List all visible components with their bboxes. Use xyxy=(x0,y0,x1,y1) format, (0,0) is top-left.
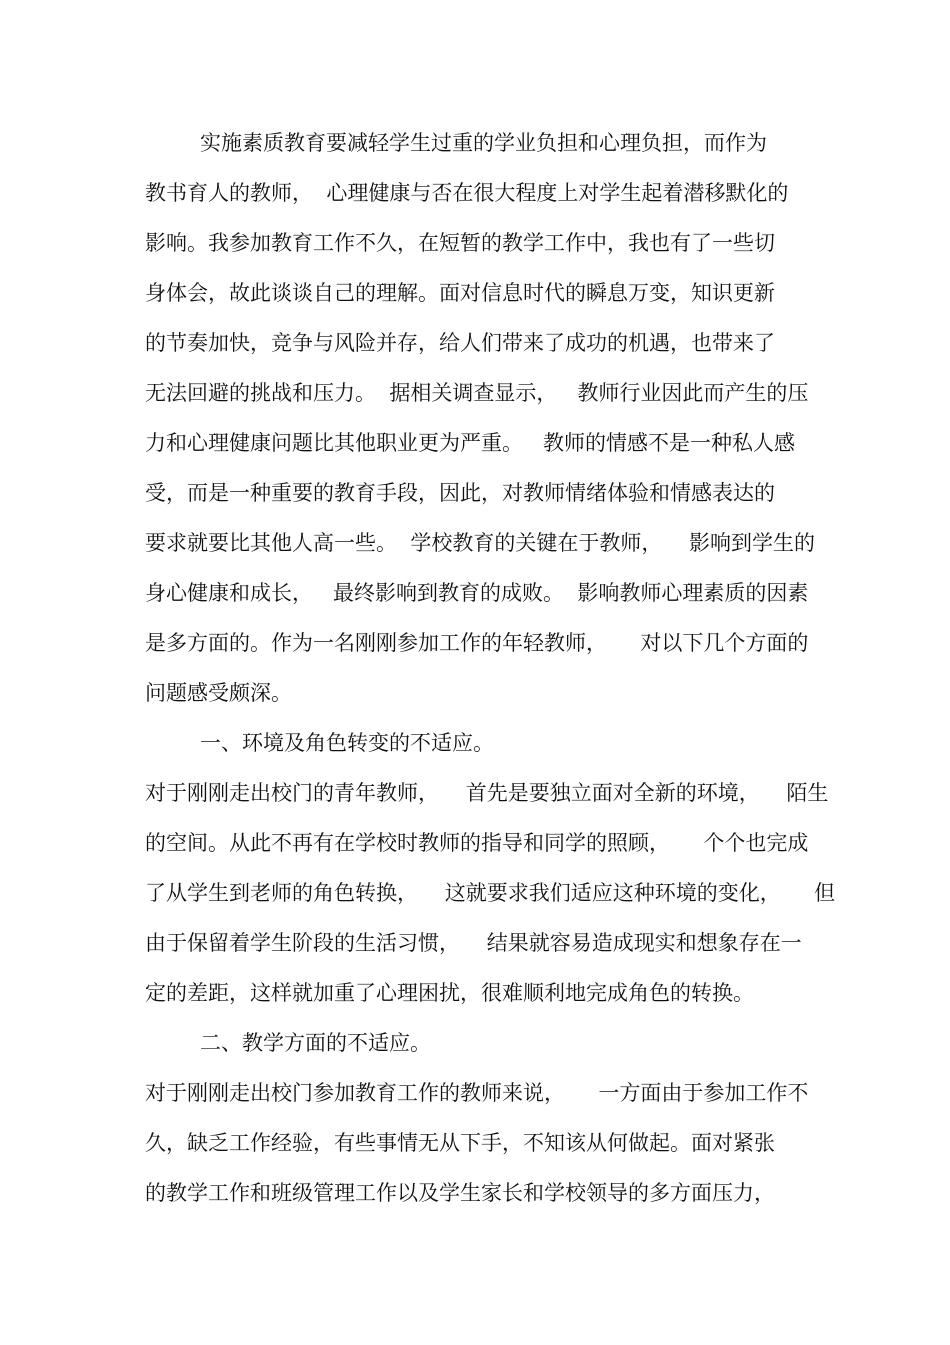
paragraph-line-20: 的教学工作和班级管理工作以及学生家长和学校领导的多方面压力， xyxy=(145,1181,775,1205)
paragraph-line-2: 教书育人的教师， 心理健康与否在很大程度上对学生起着潜移默化的 xyxy=(145,181,789,205)
paragraph-line-3: 影响。我参加教育工作不久，在短暂的教学工作中，我也有了一些切 xyxy=(145,231,775,255)
paragraph-line-16: 由于保留着学生阶段的生活习惯， 结果就容易造成现实和想象存在一 xyxy=(145,931,802,955)
paragraph-line-4: 身体会，故此谈谈自己的理解。面对信息时代的瞬息万变，知识更新 xyxy=(145,281,775,305)
paragraph-line-8: 受，而是一种重要的教育手段，因此，对教师情绪体验和情感表达的 xyxy=(145,481,775,505)
paragraph-line-5: 的节奏加快，竞争与风险并存，给人们带来了成功的机遇，也带来了 xyxy=(145,331,775,355)
paragraph-line-9: 要求就要比其他人高一些。 学校教育的关键在于教师， 影响到学生的 xyxy=(145,531,816,555)
section-heading-2: 二、教学方面的不适应。 xyxy=(200,1031,431,1055)
paragraph-line-10: 身心健康和成长， 最终影响到教育的成败。 影响教师心理素质的因素 xyxy=(145,581,809,605)
paragraph-line-17: 定的差距，这样就加重了心理困扰，很难顺利地完成角色的转换。 xyxy=(145,981,754,1005)
paragraph-line-18: 对于刚刚走出校门参加教育工作的教师来说， 一方面由于参加工作不 xyxy=(145,1081,809,1105)
paragraph-line-15: 了从学生到老师的角色转换， 这就要求我们适应这种环境的变化， 但 xyxy=(145,881,836,905)
paragraph-line-12: 问题感受颇深。 xyxy=(145,681,292,705)
paragraph-line-6: 无法回避的挑战和压力。 据相关调查显示， 教师行业因此而产生的压 xyxy=(145,381,809,405)
paragraph-line-14: 的空间。从此不再有在学校时教师的指导和同学的照顾， 个个也完成 xyxy=(145,831,809,855)
paragraph-line-7: 力和心理健康问题比其他职业更为严重。 教师的情感不是一种私人感 xyxy=(145,431,796,455)
paragraph-line-13: 对于刚刚走出校门的青年教师， 首先是要独立面对全新的环境， 陌生 xyxy=(145,781,829,805)
paragraph-line-19: 久，缺乏工作经验，有些事情无从下手，不知该从何做起。面对紧张 xyxy=(145,1131,775,1155)
paragraph-line-1: 实施素质教育要减轻学生过重的学业负担和心理负担，而作为 xyxy=(200,131,767,155)
section-heading-1: 一、环境及角色转变的不适应。 xyxy=(200,731,494,755)
paragraph-line-11: 是多方面的。作为一名刚刚参加工作的年轻教师， 对以下几个方面的 xyxy=(145,631,809,655)
